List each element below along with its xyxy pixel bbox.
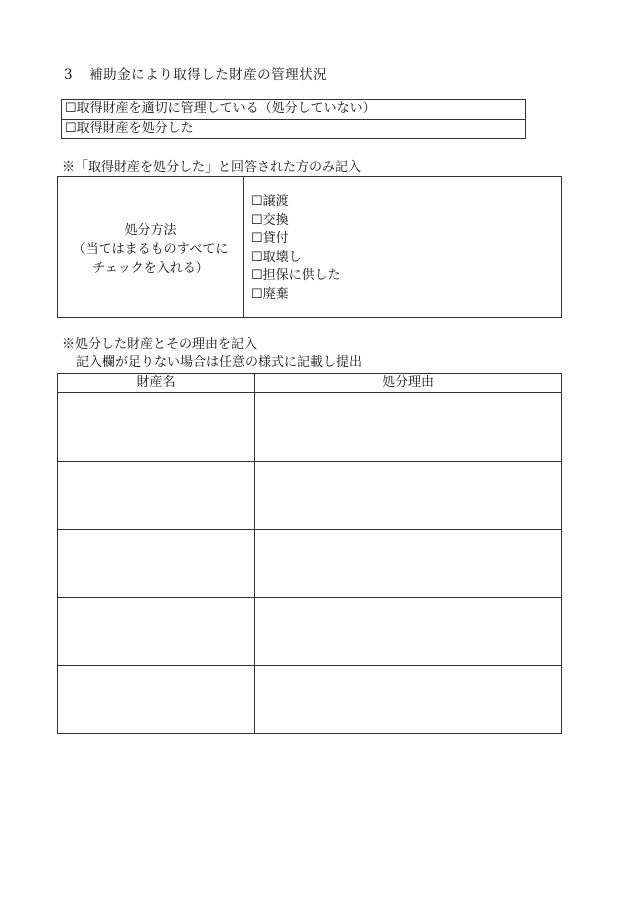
table-row [58,393,561,461]
disposal-reason-cell[interactable] [255,530,561,597]
table-row [58,665,561,733]
method-label-line3: チェックを入れる） [92,260,209,276]
method-label-line1: 処分方法 [124,222,177,238]
table-row [58,529,561,597]
section-number: 3 [64,67,74,83]
management-status-box [61,99,526,139]
property-name-cell[interactable] [58,666,255,733]
section-title: 補助金により取得した財産の管理状況 [89,67,328,83]
disposal-reason-cell[interactable] [255,393,561,461]
method-option-transfer[interactable]: ☐譲渡 [251,194,289,209]
disposal-method-label [58,177,244,317]
disposed-property-table [57,373,562,734]
status-option-managed[interactable]: ☐取得財産を適切に管理している（処分していない） [65,101,376,116]
disposal-reason-cell[interactable] [255,462,561,529]
method-option-exchange[interactable]: ☐交換 [251,212,289,228]
property-note-line2: 記入欄が足りない場合は任意の様式に記載し提出 [76,355,363,370]
section-heading [64,63,327,83]
property-name-cell[interactable] [58,598,255,665]
method-label-line2: （当てはまるものすべてに [72,241,229,257]
method-option-discard[interactable]: ☐廃棄 [251,286,289,302]
disposal-reason-cell[interactable] [255,666,561,733]
property-name-cell[interactable] [58,393,255,461]
table-row [58,597,561,665]
table-row [58,461,561,529]
status-option-disposed[interactable]: ☐取得財産を処分した [62,119,525,138]
column-header-property-name: 財産名 [58,374,255,392]
property-note-line1: ※処分した財産とその理由を記入 [62,337,258,352]
method-option-lend[interactable]: ☐貸付 [251,231,289,246]
method-option-demolish[interactable]: ☐取壊し [251,249,302,265]
column-header-disposal-reason: 処分理由 [381,375,434,390]
disposal-note: ※「取得財産を処分した」と回答された方のみ記入 [62,160,362,175]
property-table-header [58,374,561,393]
property-name-cell[interactable] [58,530,255,597]
property-name-cell[interactable] [58,462,255,529]
disposal-method-table [57,176,562,318]
disposal-reason-cell[interactable] [255,598,561,665]
property-note [62,336,362,372]
disposal-method-options [244,177,561,317]
method-option-collateral[interactable]: ☐担保に供した [251,268,341,283]
